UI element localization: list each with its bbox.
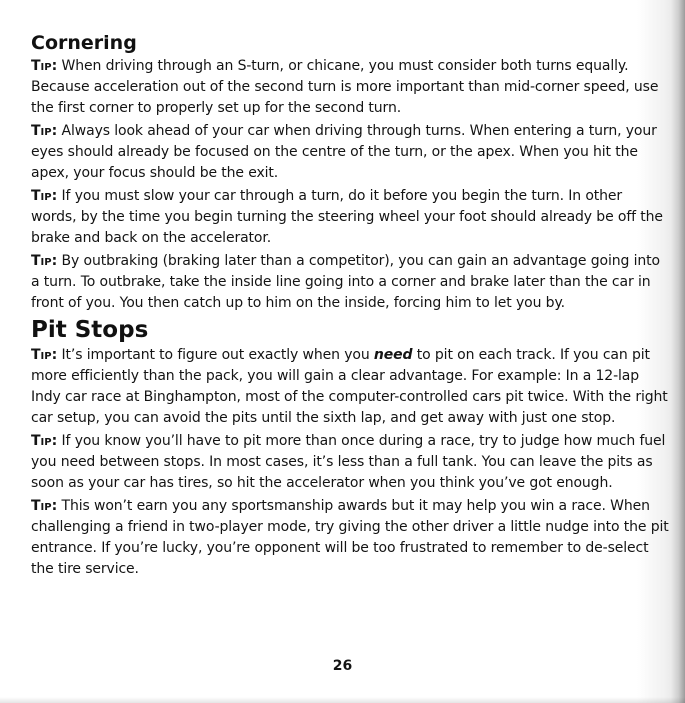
page-bottom-shade (0, 697, 685, 703)
tip-paragraph (31, 496, 671, 580)
emphasis-need: need (373, 347, 413, 363)
tip-label: Tip: (31, 253, 58, 269)
section-heading-cornering: Cornering (31, 32, 137, 54)
page-edge-shadow (671, 0, 685, 703)
page-number: 26 (332, 658, 353, 674)
tip-text: By outbraking (braking later than a competitor), you can gain an advantage going into a turn. To outbrake, take the inside line going into a corner and brake later than the car in front of you. You then catch up to him on the inside, forcing him to let you by. (31, 253, 660, 311)
tip-text-after-emphasis: to pit on each track. If you can pit more efficiently than the pack, you will gain a clear advantage. For example: In a 12-lap Indy car race at Binghampton, most of the computer-controlled cars pit twice. With the right car setup, you can avoid the pits until the sixth lap, and get away with just one stop. (31, 347, 668, 426)
tip-text: Always look ahead of your car when driving through turns. When entering a turn, your eyes should already be focused on the centre of the turn, or the apex. When you hit the apex, your focus should be the exit. (31, 123, 657, 181)
tip-paragraph (31, 56, 671, 119)
tip-text-before-emphasis: It’s important to figure out exactly when you (61, 347, 370, 363)
tip-text: If you must slow your car through a turn, do it before you begin the turn. In other words, by the time you begin turning the steering wheel your foot should already be off the brake and back on the accelerator. (31, 188, 663, 246)
tip-label: Tip: (31, 498, 58, 514)
tip-label: Tip: (31, 433, 58, 449)
tip-text: If you know you’ll have to pit more than once during a race, try to judge how much fuel you need between stops. In most cases, it’s less than a full tank. You can leave the pits as soon as your car has tires, so hit the accelerator when you think you’ve got enough. (31, 433, 666, 491)
tip-label: Tip: (31, 188, 58, 204)
tip-label: Tip: (31, 123, 58, 139)
tip-paragraph (31, 251, 671, 314)
tip-label: Tip: (31, 347, 58, 363)
tip-text: When driving through an S-turn, or chicane, you must consider both turns equally. Because acceleration out of the second turn is more important than mid-corner speed, use the first corner to properly set up for the second turn. (31, 58, 659, 116)
tip-paragraph (31, 121, 671, 184)
tip-label: Tip: (31, 58, 58, 74)
tip-paragraph (31, 186, 671, 249)
page-content (31, 31, 671, 582)
tip-text: This won’t earn you any sportsmanship awards but it may help you win a race. When challenging a friend in two-player mode, try giving the other driver a little nudge into the pit entrance. If you’re lucky, you’re opponent will be too frustrated to remember to de-select the tire service. (31, 498, 669, 577)
tip-paragraph (31, 431, 671, 494)
tip-paragraph (31, 345, 671, 429)
section-heading-pit-stops: Pit Stops (31, 317, 149, 343)
